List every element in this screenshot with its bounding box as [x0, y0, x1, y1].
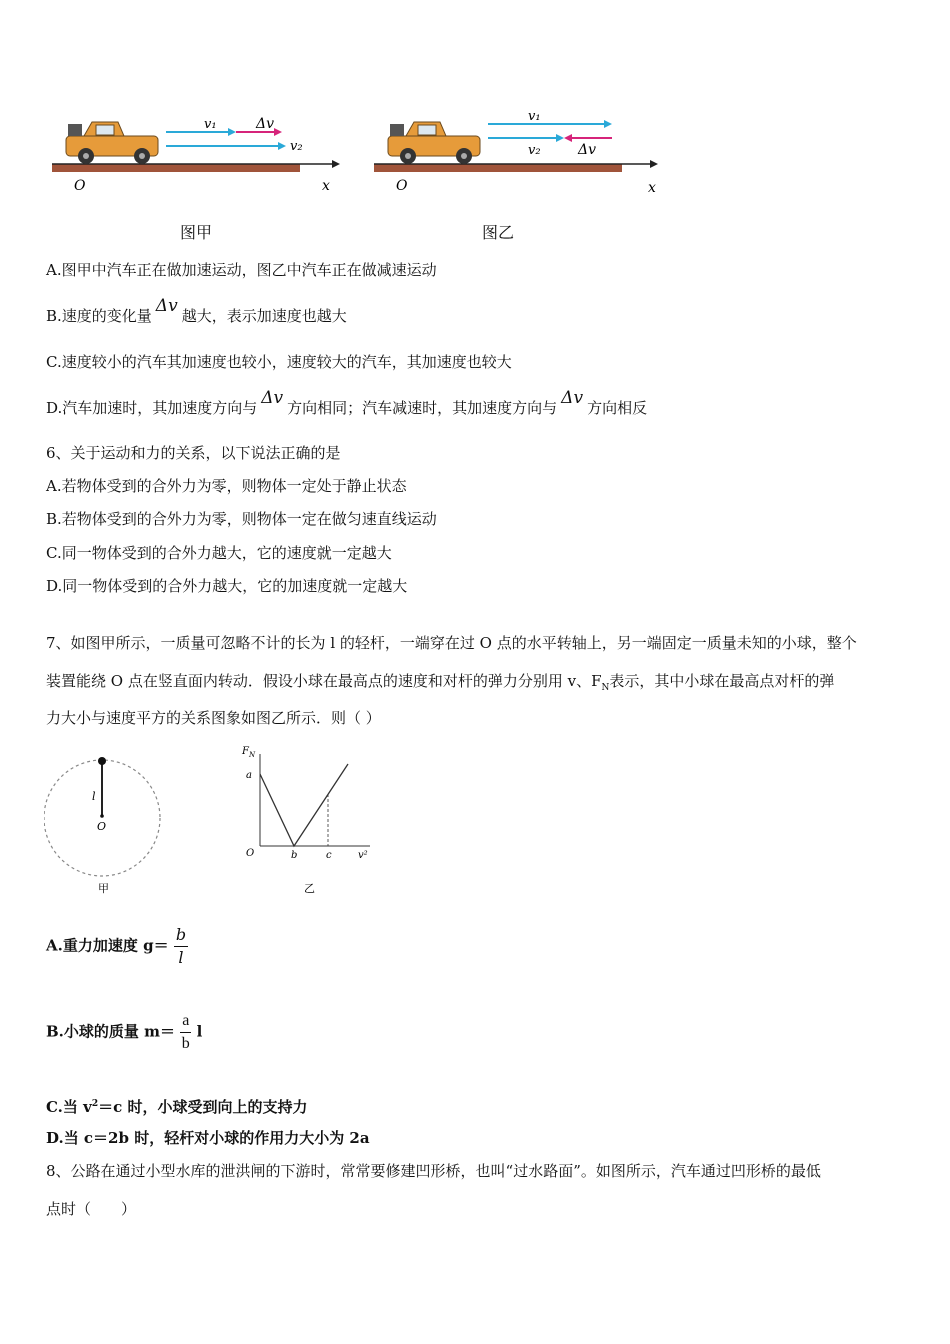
figure-rod-circle	[44, 748, 169, 898]
dv-label: Δv	[256, 116, 275, 132]
ball	[98, 757, 106, 765]
v2-label: v₂	[528, 143, 541, 158]
q6-stem: 6、关于运动和力的关系，以下说法正确的是	[46, 444, 341, 462]
delta-v-symbol: Δv	[261, 388, 284, 408]
x-label: x	[322, 178, 330, 194]
dv-label: Δv	[578, 142, 597, 158]
q5-option-d: D.汽车加速时，其加速度方向与 Δv 方向相同；汽车减速时，其加速度方向与 Δv 方向相反	[46, 388, 648, 417]
fn-axis-label: $F_N$	[242, 746, 256, 759]
v1-label: v₁	[528, 109, 541, 124]
x-axis-arrow	[332, 160, 340, 168]
figure-car-decelerating	[366, 108, 666, 208]
fraction-numerator: b	[174, 924, 188, 947]
q7-stem-line1: 7、如图甲所示，一质量可忽略不计的长为 l 的轻杆，一端穿在过 O 点的水平转轴上，另一端固定一质量未知的小球，整个	[46, 634, 857, 652]
q7-stem-line3: 力大小与速度平方的关系图象如图乙所示．则（ ）	[46, 709, 381, 727]
q6-option-a: A.若物体受到的合外力为零，则物体一定处于静止状态	[46, 477, 407, 495]
q8-stem-line2: 点时（ ）	[46, 1200, 137, 1218]
figure-fn-v2-graph	[238, 740, 388, 900]
rod-length-label: l	[92, 790, 96, 803]
q7-option-b: B.小球的质量 m＝ $\frac{a}{b}$ l	[46, 1010, 202, 1055]
figure-caption-yi: 图乙	[482, 223, 515, 242]
v1-label: v₁	[204, 117, 217, 132]
ground-bar	[52, 164, 300, 172]
fraction-denominator: b	[181, 1035, 190, 1052]
q7-stem-line2: 装置能绕 O 点在竖直面内转动．假设小球在最高点的速度和对杆的弹力分别用 v、$F_N$表示，其中小球在最高点对杆的弹	[46, 672, 835, 693]
delta-v-symbol: Δv	[561, 388, 584, 408]
b-label: b	[291, 850, 298, 861]
fraction-numerator: a	[180, 1010, 191, 1033]
q5-option-a: A.图甲中汽车正在做加速运动，图乙中汽车正在做减速运动	[46, 261, 437, 279]
fn-v2-line	[260, 764, 348, 846]
q8-stem-line1: 8、公路在通过小型水库的泄洪闸的下游时，常常要修建凹形桥，也叫“过水路面”。如图所示，汽车通过凹形桥的最低	[46, 1162, 821, 1180]
figure-caption-jia: 甲	[98, 882, 109, 895]
figure-car-accelerating	[44, 108, 344, 208]
origin-label: O	[74, 178, 86, 194]
q7-option-a: A.重力加速度 g＝ $\frac{b}{l}$	[46, 925, 187, 967]
q6-option-b: B.若物体受到的合外力为零，则物体一定在做匀速直线运动	[46, 510, 437, 528]
pivot-point	[100, 814, 104, 818]
q5-option-b: B.速度的变化量 Δv 越大，表示加速度也越大	[46, 296, 347, 325]
x-label: x	[648, 180, 656, 196]
figure-caption-yi: 乙	[304, 882, 315, 895]
q6-option-d: D.同一物体受到的合外力越大，它的加速度就一定越大	[46, 577, 408, 595]
delta-v-symbol: Δv	[155, 296, 178, 316]
v2-axis-label: v²	[358, 850, 368, 861]
x-axis-arrow	[650, 160, 658, 168]
q5-option-c: C.速度较小的汽车其加速度也较小，速度较大的汽车，其加速度也较大	[46, 353, 512, 371]
q7-option-d: D.当 c＝2b 时，轻杆对小球的作用力大小为 2a	[46, 1129, 370, 1147]
q6-option-c: C.同一物体受到的合外力越大，它的速度就一定越大	[46, 544, 392, 562]
ground-bar	[374, 164, 622, 172]
origin-label: O	[246, 848, 255, 859]
q7-option-c: C.当 $v^2=c$ 时，小球受到向上的支持力	[46, 1098, 308, 1116]
a-label: a	[246, 770, 252, 781]
car-icon	[388, 122, 480, 164]
c-label: c	[326, 850, 332, 861]
figure-caption-jia: 图甲	[180, 223, 213, 242]
v2-label: v₂	[290, 139, 303, 154]
pivot-label: O	[97, 820, 107, 833]
car-icon	[66, 122, 158, 164]
fraction-denominator: l	[178, 948, 184, 967]
origin-label: O	[396, 178, 408, 194]
